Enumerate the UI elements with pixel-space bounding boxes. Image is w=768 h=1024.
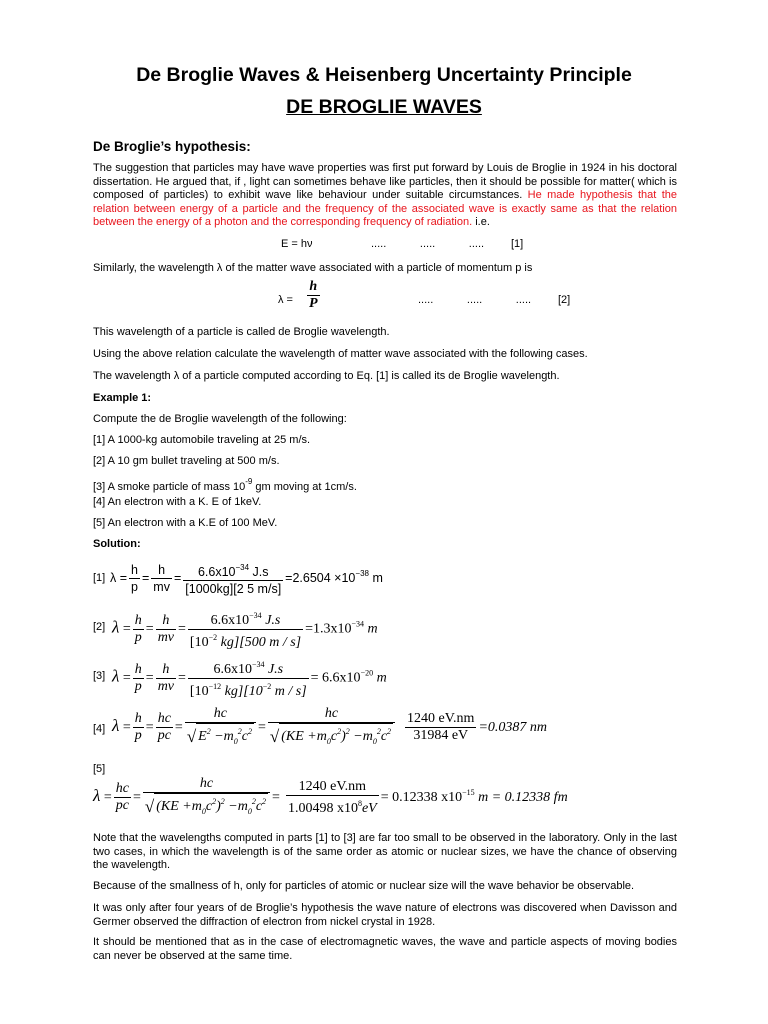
- equation-1: E = hν: [281, 238, 313, 250]
- sol4-result: =0.0387 nm: [478, 720, 548, 736]
- sol2-den3a: [10: [189, 635, 209, 650]
- sol3-result-exp: −20: [360, 668, 374, 678]
- sol3-den2: mv: [157, 679, 175, 694]
- sol5-result-exp: −15: [462, 788, 475, 798]
- sol1-den1: p: [131, 580, 138, 594]
- sol3-den3c: m / s]: [271, 684, 307, 699]
- equation-2-denominator: P: [309, 296, 318, 311]
- hypothesis-highlight: He made hypothesis that the relation between energy of a particle and the frequency of the associated wave is exactly same as that the relation between the energy of a photon and the corresponding frequency of radiation.: [93, 189, 677, 228]
- note-paragraph-3: It was only after four years of de Broglie’s hypothesis the wave nature of electrons was discovered when Davisson and Germer observed the diffraction of electron from nickel crystal in 1928.: [93, 902, 677, 928]
- equation-1-dots: ..... ..... .....: [371, 238, 485, 250]
- sol3-num3-exp: −34: [251, 660, 265, 669]
- sol3-den3-exp: −12: [208, 682, 222, 691]
- solution-4-equation: λ = $\frac{h}{p}$ = $\frac{hc}{pc}$ = $\frac{hc}{√ E^2 -m_0^2c^2}$ = $\frac{hc}{√ (KE +m_0c^2)^2 -m_0^2c^2}$ $\frac{1240 eV.nm}{31984 eV}$ =0.0387 nm: [112, 706, 547, 750]
- sol2-den3b: kg][500 m / s]: [217, 635, 302, 650]
- sol5-value-den-unit: eV: [361, 800, 377, 816]
- sol1-den2: mv: [153, 580, 170, 594]
- equation-2-label: [2]: [558, 294, 571, 306]
- case-3: [93, 475, 357, 494]
- compute-instruction: Compute the de Broglie wavelength of the following:: [93, 413, 347, 425]
- similarly-line: Similarly, the wavelength λ of the matter wave associated with a particle of momentum p is: [93, 262, 533, 274]
- sol1-num3: 6.6x10: [197, 565, 236, 579]
- sol3-num2: h: [156, 662, 176, 679]
- sol1-num3-exp: −34: [235, 563, 250, 572]
- sol3-den1: p: [134, 679, 142, 694]
- sol2-num2: h: [156, 613, 176, 630]
- solution-1-label: [1]: [93, 572, 106, 584]
- sol1-num3-unit: J.s: [249, 565, 269, 579]
- sol3-result-unit: m: [373, 670, 387, 686]
- sol5-value-denominator: 1.00498 x10: [287, 800, 358, 816]
- sol1-result-exp: −38: [355, 568, 369, 578]
- solution-2-label: [2]: [93, 621, 106, 633]
- solution-3-label: [3]: [93, 670, 106, 682]
- solution-5-equation: λ = $\frac{hc}{pc}$ = $\frac{hc}{√ (KE +m_0c^2)^2 -m_0^2c^2}$ = $\frac{1240 eV.nm}{1.00498 x10^8eV}$ = 0.12338 $x10^{-15}$ m = 0.12338 fm: [93, 776, 568, 820]
- note-paragraph-4: It should be mentioned that as in the case of electromagnetic waves, the wave and particle aspects of moving bodies can never be observed at the same time.: [93, 936, 677, 962]
- sol3-num1: h: [134, 662, 142, 677]
- case-3-text: [3] A smoke particle of mass 10: [93, 481, 246, 493]
- equation-2-fraction: [305, 279, 322, 312]
- sol3-den3-exp2: −2: [262, 682, 272, 691]
- sol3-den3a: [10: [189, 684, 209, 699]
- sol5-value-den-exp: 8: [357, 798, 362, 808]
- wavelength-definition: This wavelength of a particle is called de Broglie wavelength.: [93, 326, 390, 338]
- sol2-result: =1.3x10: [305, 621, 352, 637]
- equation-2-lhs: λ =: [278, 294, 293, 306]
- equation-2-numerator: h: [307, 279, 320, 296]
- sol1-result-unit: m: [368, 570, 383, 585]
- section-title: DE BROGLIE WAVES: [286, 96, 482, 118]
- solution-heading: Solution:: [93, 538, 141, 550]
- sol3-den3b: kg][10: [221, 684, 263, 699]
- sol1-num1: h: [131, 563, 138, 577]
- sol1-num2: h: [151, 562, 172, 579]
- sol2-num3-unit: J.s: [261, 613, 281, 628]
- hypothesis-paragraph: [93, 162, 677, 230]
- case-3-exponent: -9: [245, 477, 253, 486]
- sol2-result-exp: −34: [351, 619, 365, 629]
- solution-3-equation: λ = $\frac{h}{p}$ = $\frac{h}{mv}$ = $\frac{6.6x10^{-34} J.s}{[10^{-12} kg][10^{-2} m / s]}$ = $6.6x10^{-20}$ m: [112, 657, 387, 700]
- case-3-rest: gm moving at 1cm/s.: [252, 481, 357, 493]
- wavelength-eq-note: The wavelength λ of a particle computed according to Eq. [1] is called its de Broglie wavelength.: [93, 370, 560, 382]
- equation-1-label: [1]: [511, 238, 524, 250]
- example-heading: Example 1:: [93, 392, 152, 404]
- sol2-result-unit: m: [364, 621, 378, 637]
- note-paragraph-2: Because of the smallness of h, only for particles of atomic or nuclear size will the wave behavior be observable.: [93, 880, 635, 892]
- sol2-num1: h: [134, 613, 142, 628]
- sol2-num3-exp: −34: [249, 611, 262, 620]
- case-5: [5] An electron with a K.E of 100 MeV.: [93, 517, 278, 529]
- hypothesis-text: The suggestion that particles may have wave properties was first put forward by Louis de Broglie in 1924 in his doctoral dissertation. He argued that, if , light can sometimes behave like particles, then it should be possible for matter( which is composed of particles) to exhibit wave like behaviour under suitable circumstances.: [93, 162, 677, 201]
- sol5-result-tail: m = 0.12338 fm: [474, 790, 568, 806]
- equation-2-dots: ..... ..... .....: [418, 294, 532, 306]
- case-2: [2] A 10 gm bullet traveling at 500 m/s.: [93, 455, 280, 467]
- sol1-result: =2.6504 ×10: [285, 570, 356, 585]
- sol2-den2: mv: [157, 630, 175, 645]
- solution-4-label: [4]: [93, 723, 106, 735]
- sol4-value-denominator: 31984 eV: [413, 728, 469, 744]
- calculate-instruction: Using the above relation calculate the wavelength of matter wave associated with the following cases.: [93, 348, 588, 360]
- solution-1-equation: λ = $\frac{h}{p}$ = $\frac{h}{mv}$ = $\frac{6.6x10^{-34} J.s}{[1000kg][2 5 m/s]}$ $=2.6504 \times 10^{-38}$ m: [110, 560, 383, 597]
- hypothesis-heading: De Broglie’s hypothesis:: [93, 139, 251, 154]
- sol2-num3: 6.6x10: [210, 613, 250, 628]
- solution-2-equation: λ = $\frac{h}{p}$ = $\frac{h}{mv}$ = $\frac{6.6x10^{-34} J.s}{[10^{-2} kg][500 m / s]}$ $=1.3x10^{-34}$ m: [112, 608, 378, 651]
- sol1-den3: [1000kg][2 5 m/s]: [185, 582, 282, 596]
- sol5-result: = 0.12338 x10: [380, 790, 463, 806]
- sol2-den1: p: [134, 630, 142, 645]
- case-1: [1] A 1000-kg automobile traveling at 25 m/s.: [93, 434, 311, 446]
- note-paragraph-1: Note that the wavelengths computed in parts [1] to [3] are far too small to be observed in the laboratory. Only in the last two cases, in which the wavelength is of the same order as atomic or nuclear sizes, we have the chance of observing the wavelength.: [93, 832, 677, 871]
- document-title: De Broglie Waves & Heisenberg Uncertainty Principle: [136, 64, 632, 86]
- hypothesis-ie: i.e.: [472, 216, 490, 228]
- sol5-value-numerator: 1240 eV.nm: [286, 779, 379, 796]
- sol3-num3-unit: J.s: [264, 662, 284, 677]
- sol4-value-numerator: 1240 eV.nm: [407, 711, 475, 727]
- sol2-den3-exp: −2: [208, 633, 218, 642]
- case-4: [4] An electron with a K. E of 1keV.: [93, 496, 262, 508]
- sol3-num3: 6.6x10: [213, 662, 252, 677]
- sol3-result: = 6.6x10: [310, 670, 361, 686]
- solution-5-label: [5]: [93, 763, 106, 775]
